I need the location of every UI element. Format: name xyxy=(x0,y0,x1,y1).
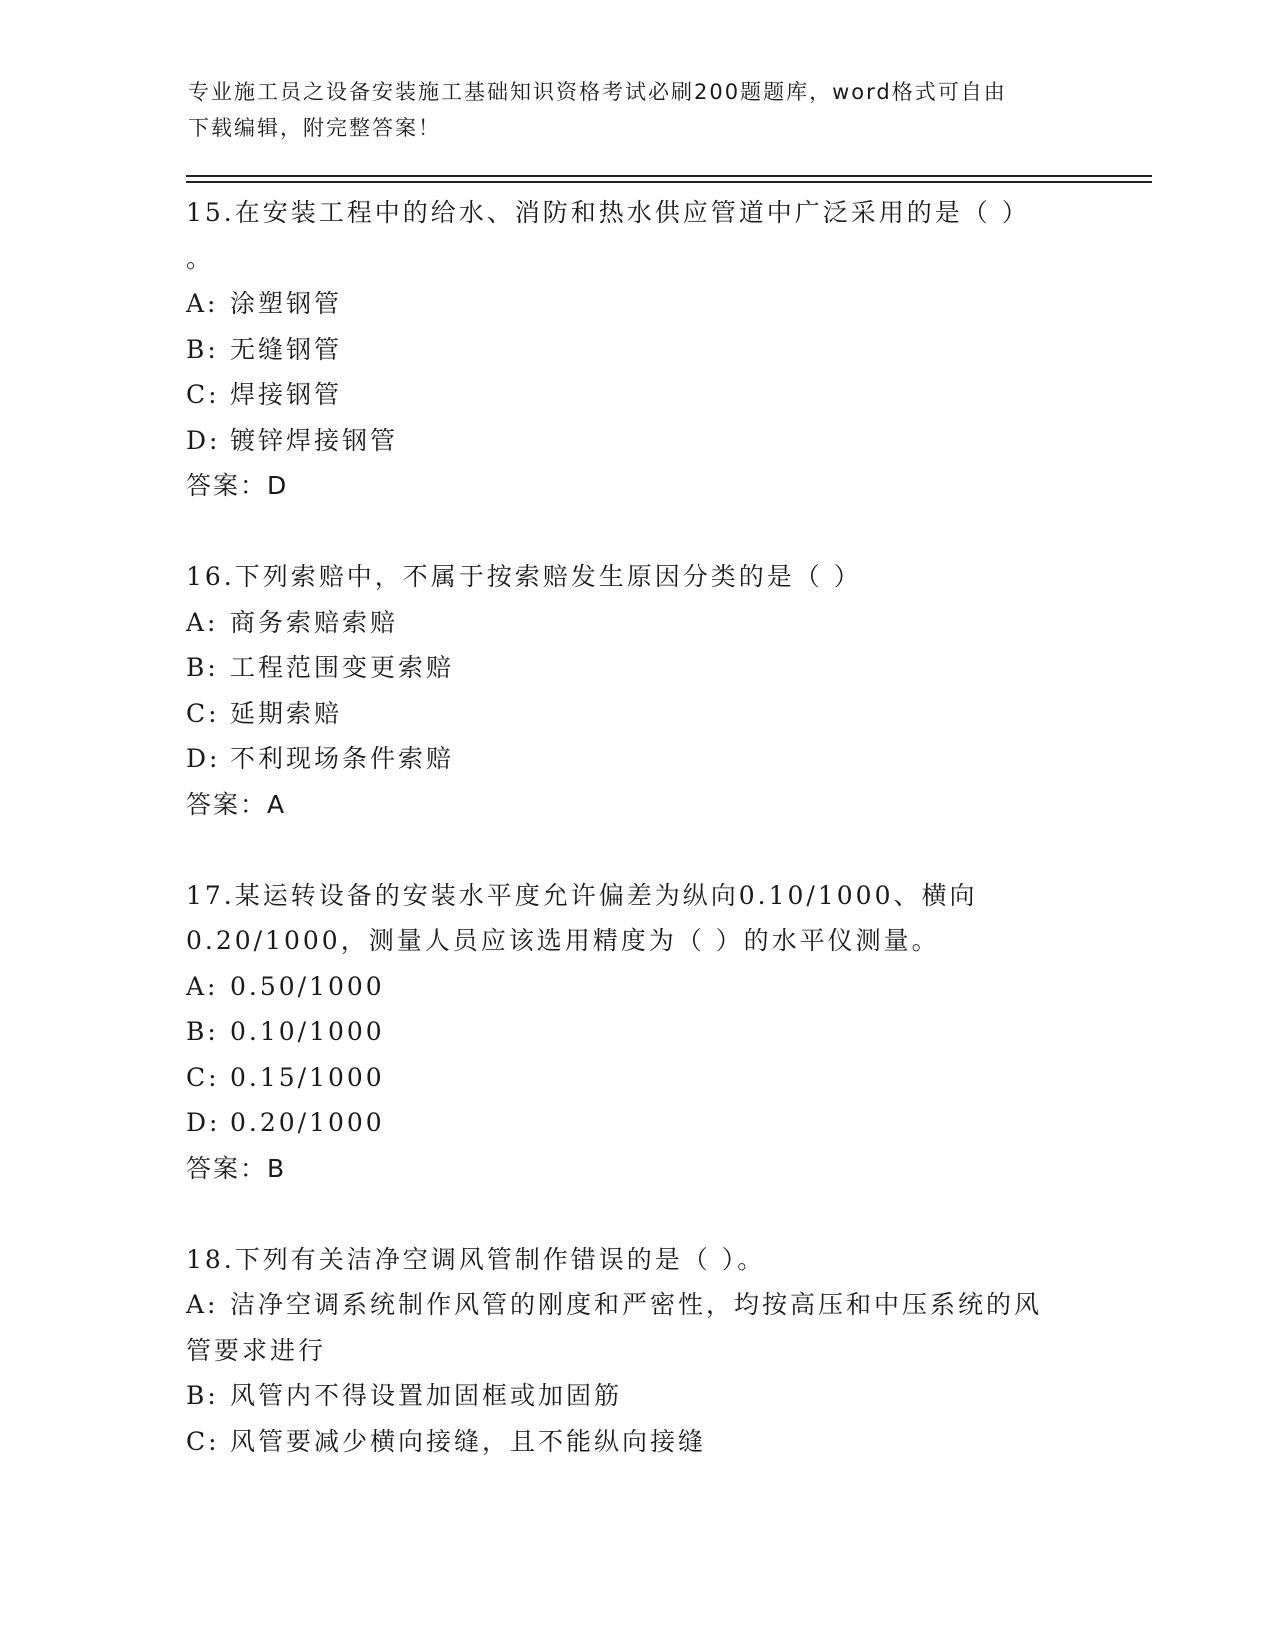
option-key: D: xyxy=(186,744,221,773)
question-stem: 17.某运转设备的安装水平度允许偏差为纵向0.10/1000、横向 xyxy=(186,880,978,910)
option-key: A: xyxy=(186,607,219,637)
question-16 xyxy=(186,554,1086,827)
option-c xyxy=(186,691,1086,737)
option-a xyxy=(186,964,1086,1010)
option-text: 0.50/1000 xyxy=(230,971,385,1001)
option-c xyxy=(186,1419,1086,1465)
question-stem: 18.下列有关洁净空调风管制作错误的是（ ）。 xyxy=(186,1244,766,1274)
option-key: C: xyxy=(186,1426,220,1456)
header-line-1: 专业施工员之设备安装施工基础知识资格考试必刷200题题库，word格式可自由 xyxy=(188,80,1007,104)
header-divider-top xyxy=(186,175,1152,177)
option-key: C: xyxy=(186,380,220,409)
option-text: 0.10/1000 xyxy=(230,1017,385,1046)
option-text: 不利现场条件索赔 xyxy=(230,744,455,773)
answer-line: 答案：B xyxy=(186,1153,287,1183)
option-b xyxy=(186,1009,1086,1055)
option-d xyxy=(186,736,1086,782)
question-stem: 15.在安装工程中的给水、消防和热水供应管道中广泛采用的是（ ） xyxy=(186,198,1030,227)
option-text: 0.20/1000 xyxy=(230,1108,385,1137)
option-a xyxy=(186,1282,1086,1328)
option-key: A: xyxy=(186,971,219,1001)
question-stem-continuation: 。 xyxy=(186,243,215,273)
header-divider-bottom xyxy=(186,181,1152,183)
header-line-2: 下载编辑，附完整答案！ xyxy=(188,116,441,140)
option-key: D: xyxy=(186,425,221,455)
option-a-continuation: 管要求进行 xyxy=(186,1335,327,1365)
option-text: 0.15/1000 xyxy=(230,1062,385,1092)
question-17 xyxy=(186,873,1086,1192)
option-b xyxy=(186,1373,1086,1419)
option-text: 镀锌焊接钢管 xyxy=(230,425,399,455)
option-key: B: xyxy=(186,1381,219,1410)
option-text: 工程范围变更索赔 xyxy=(230,653,455,682)
option-text: 商务索赔索赔 xyxy=(230,607,399,637)
question-stem: 16.下列索赔中，不属于按索赔发生原因分类的是（ ） xyxy=(186,562,862,591)
option-d xyxy=(186,418,1086,464)
option-key: D: xyxy=(186,1108,221,1137)
option-key: B: xyxy=(186,1017,219,1046)
option-text: 延期索赔 xyxy=(230,698,343,728)
question-15 xyxy=(186,190,1086,509)
option-text: 风管要减少横向接缝，且不能纵向接缝 xyxy=(230,1426,707,1456)
option-c xyxy=(186,1055,1086,1101)
option-key: C: xyxy=(186,698,220,728)
option-d xyxy=(186,1100,1086,1146)
document-header xyxy=(188,74,1068,146)
option-b xyxy=(186,645,1086,691)
option-text: 风管内不得设置加固框或加固筋 xyxy=(230,1381,623,1410)
option-key: C: xyxy=(186,1062,220,1092)
question-18 xyxy=(186,1237,1086,1465)
option-a xyxy=(186,600,1086,646)
question-list xyxy=(186,190,1086,1510)
option-text: 洁净空调系统制作风管的刚度和严密性，均按高压和中压系统的风 xyxy=(230,1290,1043,1319)
option-c xyxy=(186,372,1086,418)
question-stem-continuation: 0.20/1000，测量人员应该选用精度为（ ）的水平仪测量。 xyxy=(186,926,940,955)
option-b xyxy=(186,327,1086,373)
option-text: 无缝钢管 xyxy=(230,334,343,364)
option-key: B: xyxy=(186,334,219,364)
option-key: A: xyxy=(186,1290,219,1319)
option-text: 涂塑钢管 xyxy=(230,289,343,318)
option-a xyxy=(186,281,1086,327)
answer-line: 答案：D xyxy=(186,471,289,500)
option-key: A: xyxy=(186,289,219,318)
option-text: 焊接钢管 xyxy=(230,380,343,409)
option-key: B: xyxy=(186,653,219,682)
answer-line: 答案：A xyxy=(186,789,287,819)
